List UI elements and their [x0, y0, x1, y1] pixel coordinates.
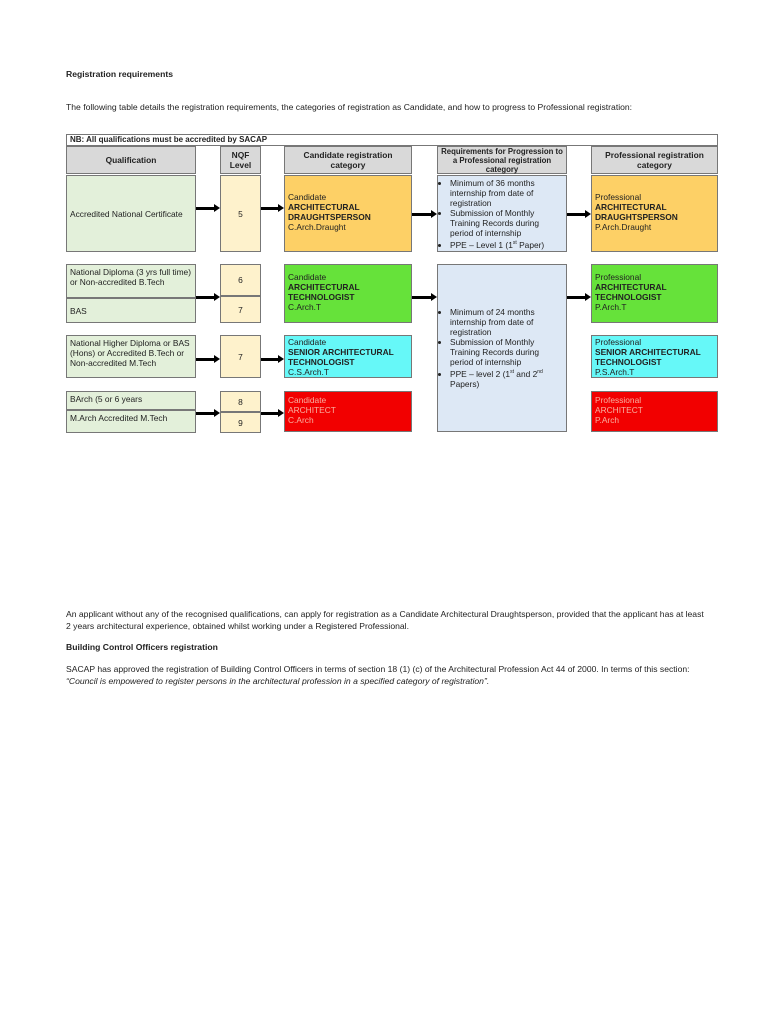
arrow-r1-a [196, 207, 215, 210]
row4-nqf-a: 8 [220, 391, 261, 412]
row2-cand-title: ARCHITECTURAL TECHNOLOGIST [288, 282, 360, 302]
group-req-3: • PPE – level 2 (1st and 2nd Papers) [450, 367, 563, 389]
heading-registration-requirements: Registration requirements [66, 69, 173, 79]
row4-cand-prefix: Candidate [288, 395, 327, 405]
paragraph-bco-quote: “Council is empowered to register persons in the architectural profession in a specified category of registration”. [66, 676, 490, 686]
row2-prof-title: ARCHITECTURAL TECHNOLOGIST [595, 282, 667, 302]
arrow-r3-b [261, 358, 279, 361]
arrow-r3-a [196, 358, 215, 361]
row3-cand-prefix: Candidate [288, 337, 327, 347]
header-candidate-category: Candidate registration category [284, 146, 412, 174]
row1-prof-prefix: Professional [595, 192, 642, 202]
row2-qualification-b-text: BAS [70, 305, 87, 316]
row2-professional-category [591, 264, 718, 323]
row1-nqf-text: 5 [238, 208, 243, 219]
row2-cand-abbr: C.Arch.T [288, 302, 322, 312]
header-qualification: Qualification [66, 146, 196, 174]
row4-prof-abbr: P.Arch [595, 415, 620, 425]
heading-building-control-officers: Building Control Officers registration [66, 642, 218, 652]
paragraph-bco-text: SACAP has approved the registration of Building Control Officers in terms of section 18 (1) (c) of the Architectural Profession Act 44 of 2000. In terms of this section: [66, 664, 690, 674]
row4-prof-title: ARCHITECT [595, 405, 643, 415]
row1-professional-category [591, 175, 718, 252]
row1-candidate-category [284, 175, 412, 252]
group-req-1: • Minimum of 24 months internship from date of registration [450, 307, 563, 337]
row2-qualification-a: National Diploma (3 yrs full time) or Non-accredited B.Tech [66, 264, 196, 298]
arrow-r2-b [412, 296, 432, 299]
rows2-4-requirements [437, 264, 567, 432]
header-professional-category: Professional registration category [591, 146, 718, 174]
row4-professional-category [591, 391, 718, 432]
row4-nqf-b: 9 [220, 412, 261, 433]
row4-candidate-category [284, 391, 412, 432]
arrow-r2-a [196, 296, 215, 299]
row3-candidate-category [284, 335, 412, 378]
nb-note: NB: All qualifications must be accredited by SACAP [66, 134, 718, 146]
row1-qualification-text: Accredited National Certificate [70, 208, 183, 219]
row2-qualification-b [66, 298, 196, 323]
row1-prof-title: ARCHITECTURAL DRAUGHTSPERSON [595, 202, 678, 222]
row2-nqf-b: 7 [220, 296, 261, 323]
paragraph-no-qualification: An applicant without any of the recognised qualifications, can apply for registration as a Candidate Architectural Draughtsperson, provided that the applicant has at least 2 years architectural experience, obtained whilst working under a Registered Professional. [66, 609, 704, 631]
row3-cand-title: SENIOR ARCHITECTURAL TECHNOLOGIST [288, 347, 394, 367]
row4-prof-prefix: Professional [595, 395, 642, 405]
row1-req-1: • Minimum of 36 months internship from date of registration [450, 178, 563, 208]
row3-professional-category [591, 335, 718, 378]
header-requirements: Requirements for Progression to a Professional registration category [437, 146, 567, 174]
row1-cand-prefix: Candidate [288, 192, 327, 202]
row2-cand-prefix: Candidate [288, 272, 327, 282]
row1-qualification [66, 175, 196, 252]
paragraph-bco [66, 663, 706, 687]
group-req-2: • Submission of Monthly Training Records during period of internship [450, 337, 563, 367]
row3-prof-title: SENIOR ARCHITECTURAL TECHNOLOGIST [595, 347, 701, 367]
arrow-r1-c [412, 213, 432, 216]
arrow-r2-c [567, 296, 586, 299]
row1-req-2: • Submission of Monthly Training Records during period of internship [450, 208, 563, 238]
row3-qualification: National Higher Diploma or BAS (Hons) or Accredited B.Tech or Non-accredited M.Tech [66, 335, 196, 378]
arrow-r4-b [261, 412, 279, 415]
row2-prof-prefix: Professional [595, 272, 642, 282]
row2-candidate-category [284, 264, 412, 323]
row1-requirements [437, 175, 567, 252]
row1-req-3: • PPE – Level 1 (1st Paper) [450, 238, 563, 250]
row1-prof-abbr: P.Arch.Draught [595, 222, 652, 232]
header-nqf-level: NQF Level [220, 146, 261, 174]
row4-qualification-a: BArch (5 or 6 years [66, 391, 196, 410]
row1-cand-title: ARCHITECTURAL DRAUGHTSPERSON [288, 202, 371, 222]
arrow-r4-a [196, 412, 215, 415]
row3-prof-abbr: P.S.Arch.T [595, 367, 635, 377]
row3-nqf: 7 [220, 335, 261, 378]
row1-nqf [220, 175, 261, 252]
row1-cand-abbr: C.Arch.Draught [288, 222, 346, 232]
row4-cand-title: ARCHITECT [288, 405, 336, 415]
row3-cand-abbr: C.S.Arch.T [288, 367, 329, 377]
row4-qualification-b: M.Arch Accredited M.Tech [66, 410, 196, 433]
row3-prof-prefix: Professional [595, 337, 642, 347]
row4-cand-abbr: C.Arch [288, 415, 314, 425]
row2-nqf-a: 6 [220, 264, 261, 296]
row2-prof-abbr: P.Arch.T [595, 302, 627, 312]
intro-paragraph: The following table details the registration requirements, the categories of registration as Candidate, and how to progress to Professional registration: [66, 102, 633, 112]
arrow-r1-b [261, 207, 279, 210]
arrow-r1-d [567, 213, 586, 216]
